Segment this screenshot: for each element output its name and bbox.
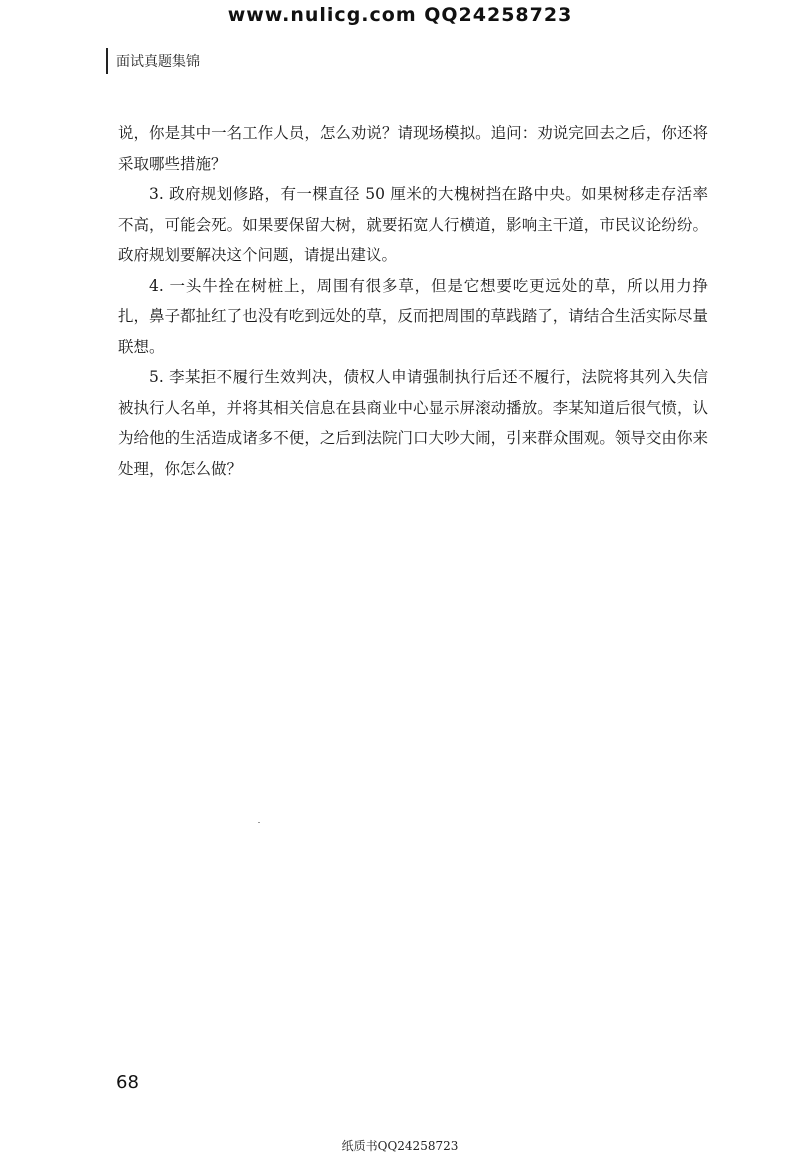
running-header	[106, 48, 200, 74]
question-3: 3. 政府规划修路，有一棵直径 50 厘米的大槐树挡在路中央。如果树移走存活率不高，可能会死。如果要保留大树，就要拓宽人行横道，影响主干道，市民议论纷纷。政府规划要解决这个问题，请提出建议。	[118, 185, 708, 264]
question-4: 4. 一头牛拴在树桩上，周围有很多草，但是它想要吃更远处的草，所以用力挣扎，鼻子都扯红了也没有吃到远处的草，反而把周围的草践踏了，请结合生活实际尽量联想。	[118, 276, 708, 356]
bottom-watermark: 纸质书QQ24258723	[341, 1139, 459, 1153]
top-watermark: www.nulicg.com QQ24258723	[227, 4, 573, 26]
paragraph-continuation: 说，你是其中一名工作人员，怎么劝说？请现场模拟。追问：劝说完回去之后，你还将采取哪些措施？	[118, 124, 708, 173]
page-body	[118, 118, 708, 484]
page-number: 68	[116, 1072, 139, 1093]
header-title: 面试真题集锦	[116, 54, 200, 70]
question-5: 5. 李某拒不履行生效判决，债权人申请强制执行后还不履行，法院将其列入失信被执行人名单，并将其相关信息在县商业中心显示屏滚动播放。李某知道后很气愤，认为给他的生活造成诸多不便，之后到法院门口大吵大闹，引来群众围观。领导交由你来处理，你怎么做？	[118, 368, 708, 478]
stray-mark	[258, 822, 260, 823]
